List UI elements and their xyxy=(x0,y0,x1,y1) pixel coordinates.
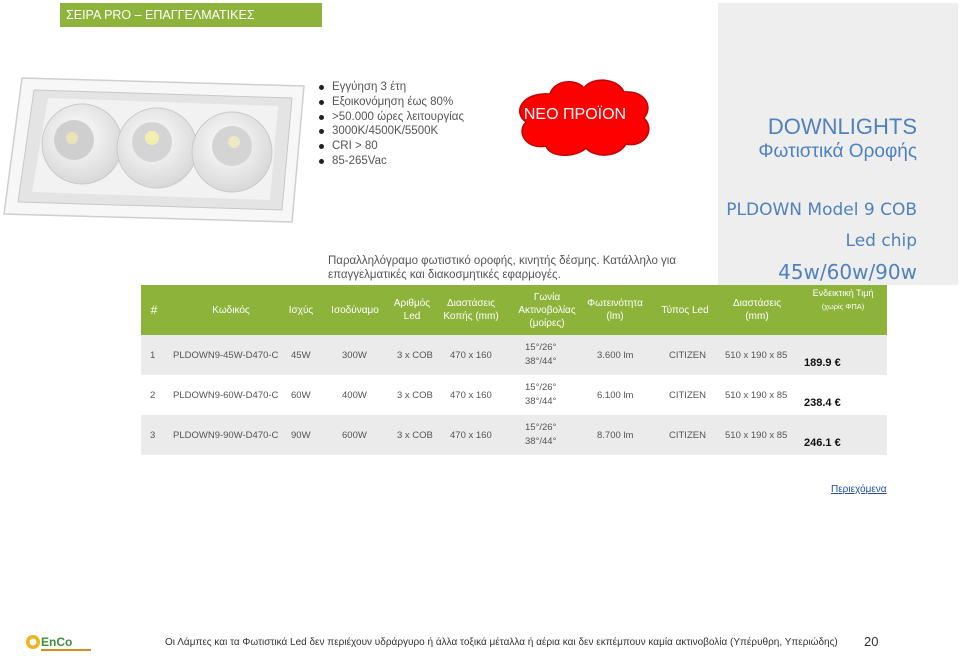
row-price: 238.4 € xyxy=(804,397,841,409)
row-lumens: 8.700 lm xyxy=(597,429,634,441)
row-led-count: 3 x COB xyxy=(397,389,433,401)
row-dimensions: 510 x 190 x 85 xyxy=(725,429,788,441)
page-number: 20 xyxy=(864,634,879,649)
row-cutout: 470 x 160 xyxy=(450,389,492,401)
row-num: 3 xyxy=(150,429,156,441)
model-title: PLDOWN Model 9 COB xyxy=(726,200,917,220)
header-power: Ισχύς xyxy=(288,304,314,316)
table-row xyxy=(141,415,887,455)
header-price-note: (χωρίς ΦΠΑ) xyxy=(821,302,865,311)
header-code: Κωδικός xyxy=(212,304,250,316)
table-row xyxy=(141,375,887,415)
logo-text: EnCo xyxy=(41,635,73,649)
header-price-label: Ενδεικτική Τιμή xyxy=(812,288,874,298)
table-header xyxy=(141,285,887,335)
row-equivalent: 300W xyxy=(342,349,367,361)
lamp-left xyxy=(42,104,122,184)
row-led-count: 3 x COB xyxy=(397,429,433,441)
row-dimensions: 510 x 190 x 85 xyxy=(725,389,788,401)
row-angle-narrow: 15°/26° xyxy=(525,382,557,393)
row-code: PLDOWN9-60W-D470-C xyxy=(173,389,279,401)
row-type: CITIZEN xyxy=(669,389,706,401)
row-angle-wide: 38°/44° xyxy=(525,436,557,447)
row-price: 189.9 € xyxy=(804,357,841,369)
row-dimensions: 510 x 190 x 85 xyxy=(725,349,788,361)
lamp-middle xyxy=(117,108,197,188)
row-angle-wide: 38°/44° xyxy=(525,396,557,407)
series-banner: ΣΕΙΡΑ PRO – ΕΠΑΓΓΕΛΜΑΤΙΚΕΣ ΕΦΑΡΜΟΓΕΣ xyxy=(60,3,322,27)
feature-item: Εξοικονόμηση έως 80% xyxy=(318,95,464,110)
product-image xyxy=(2,72,310,232)
row-equivalent: 400W xyxy=(342,389,367,401)
header-equivalent: Ισοδύναμο xyxy=(331,304,379,316)
row-type: CITIZEN xyxy=(669,429,706,441)
header-type: Τύπος Led xyxy=(661,304,709,316)
new-product-label: ΝΕΟ ΠΡΟΪΟΝ xyxy=(523,106,627,123)
enco-logo xyxy=(25,629,95,655)
chip-title: Led chip xyxy=(845,231,917,251)
row-angle-narrow: 15°/26° xyxy=(525,422,557,433)
features-list xyxy=(318,80,464,169)
contents-link[interactable]: Περιεχόμενα xyxy=(831,484,887,495)
row-led-count: 3 x COB xyxy=(397,349,433,361)
row-power: 45W xyxy=(291,349,311,361)
row-num: 1 xyxy=(150,349,156,361)
feature-item: CRI > 80 xyxy=(318,139,464,154)
wattage-title: 45w/60w/90w xyxy=(778,260,917,284)
row-angle xyxy=(525,381,556,409)
feature-item: 85-265Vac xyxy=(318,154,464,169)
row-cutout: 470 x 160 xyxy=(450,429,492,441)
header-num: # xyxy=(150,302,158,317)
row-lumens: 3.600 lm xyxy=(597,349,634,361)
row-power: 60W xyxy=(291,389,311,401)
row-lumens: 6.100 lm xyxy=(597,389,634,401)
lamp-right xyxy=(192,112,272,192)
row-price: 246.1 € xyxy=(804,437,841,449)
header-cutout: Διαστάσεις Κοπής (mm) xyxy=(443,298,499,322)
feature-item: 3000K/4500K/5500K xyxy=(318,124,464,139)
header-price xyxy=(801,287,885,313)
row-angle xyxy=(525,341,556,369)
row-type: CITIZEN xyxy=(669,349,706,361)
footer-note: Οι Λάμπες και τα Φωτιστικά Led δεν περιέχουν υδράργυρο ή άλλα τοξικά μέταλλα ή αέρια και δεν εκπέμπουν καμία ακτινοβολία (Υπέρυθρη, Υπεριώδης) xyxy=(165,637,838,648)
header-lumens: Φωτεινότητα (lm) xyxy=(587,298,643,322)
header-dimensions: Διαστάσεις (mm) xyxy=(732,298,782,322)
row-equivalent: 600W xyxy=(342,429,367,441)
category-title: DOWNLIGHTS xyxy=(767,114,917,139)
row-power: 90W xyxy=(291,429,311,441)
table-row xyxy=(141,335,887,375)
row-cutout: 470 x 160 xyxy=(450,349,492,361)
row-code: PLDOWN9-90W-D470-C xyxy=(173,429,279,441)
product-description: Παραλληλόγραμο φωτιστικό οροφής, κινητής δέσμης. Κατάλληλο για επαγγελματικές και διακοσμητικές εφαρμογές. xyxy=(328,255,676,281)
category-subtitle: Φωτιστικά Οροφής xyxy=(758,141,917,162)
row-angle-wide: 38°/44° xyxy=(525,356,557,367)
row-code: PLDOWN9-45W-D470-C xyxy=(173,349,279,361)
row-angle xyxy=(525,421,556,449)
header-led-count: Αριθμός Led xyxy=(393,298,431,322)
header-angle: Γωνία Ακτινοβολίας (μοίρες) xyxy=(518,291,576,329)
row-num: 2 xyxy=(150,389,156,401)
feature-item: Εγγύηση 3 έτη xyxy=(318,80,464,95)
feature-item: >50.000 ώρες λειτουργίας xyxy=(318,110,464,125)
row-angle-narrow: 15°/26° xyxy=(525,342,557,353)
